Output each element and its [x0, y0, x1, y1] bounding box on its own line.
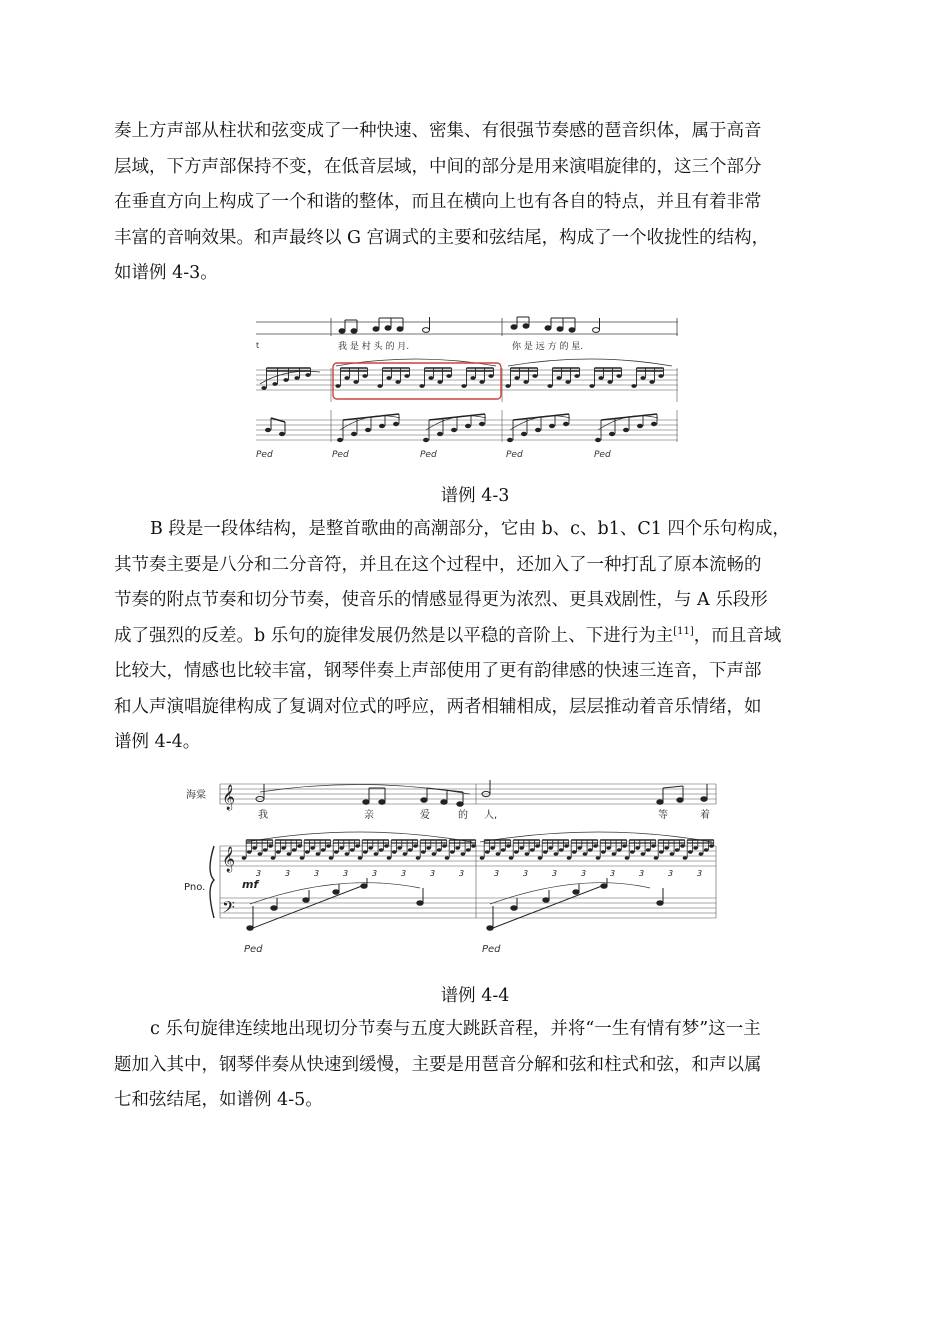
note-head — [392, 850, 397, 853]
note-head — [675, 848, 680, 851]
note-head — [617, 848, 622, 851]
triplet-mark: 3 — [494, 869, 500, 878]
note-head — [465, 424, 471, 428]
note-head — [699, 852, 704, 855]
paragraph-2 — [114, 512, 836, 761]
note-head — [625, 856, 630, 859]
note-head — [423, 438, 429, 442]
paragraph-3-line: 七和弦结尾，如谱例 4-5。 — [114, 1090, 323, 1110]
note-head — [419, 384, 424, 388]
note-head — [535, 428, 541, 432]
triplet-mark: 3 — [639, 869, 645, 878]
note-head — [339, 846, 344, 849]
note-head — [329, 856, 334, 859]
note-head — [265, 428, 271, 432]
triplet-mark: 3 — [401, 869, 407, 878]
note-head — [258, 852, 263, 855]
bass-clef-icon: 𝄢 — [222, 897, 235, 921]
note-head — [379, 424, 385, 428]
note-head — [316, 852, 321, 855]
paragraph-1-line: 如谱例 4-3。 — [114, 263, 218, 283]
note-head — [386, 376, 391, 380]
note-head — [548, 846, 553, 849]
note-head — [609, 432, 615, 436]
piano-treble-staff — [220, 846, 716, 918]
note-head — [525, 852, 530, 855]
note-head — [351, 432, 357, 436]
note-head — [556, 376, 561, 380]
paragraph-1-line: 层域，下方声部保持不变，在低音层域，中间的部分是用来演唱旋律的，这三个部分 — [114, 156, 762, 177]
note-head — [446, 374, 451, 378]
note-head — [523, 380, 528, 384]
paragraph-3-line: c 乐句旋律连续地出现切分节奏与五度大跳跃音程，并将“一生有情有梦”这一主 — [150, 1019, 761, 1039]
note-head — [287, 852, 292, 855]
triplet-mark: 3 — [697, 869, 703, 878]
note-head — [276, 850, 281, 853]
note-head — [704, 848, 709, 851]
note-head — [549, 424, 555, 428]
note-head — [470, 376, 475, 380]
edge-mark: t — [256, 341, 260, 350]
note-head — [384, 844, 389, 847]
note-head — [362, 374, 367, 378]
note-head — [283, 378, 288, 382]
note-head — [461, 384, 466, 388]
note-head — [563, 422, 569, 426]
triplet-mark: 3 — [430, 869, 436, 878]
note-head — [488, 374, 493, 378]
note-head — [363, 850, 368, 853]
note-head — [530, 848, 535, 851]
note-head — [490, 846, 495, 849]
note-head — [397, 846, 402, 849]
note-head — [305, 850, 310, 853]
piano-brace — [210, 846, 214, 918]
note-head — [393, 422, 399, 426]
note-head — [344, 376, 349, 380]
note-head — [664, 846, 669, 849]
note-head — [358, 856, 363, 859]
note-head — [514, 850, 519, 853]
note-head — [355, 844, 360, 847]
note-head — [532, 374, 537, 378]
paragraph-2-line — [114, 619, 836, 655]
note-head — [471, 844, 476, 847]
figure-caption-4-3: 谱例 4-3 — [440, 486, 510, 506]
bass-notes — [247, 878, 663, 930]
treble-clef-icon: 𝄞 — [222, 785, 236, 810]
note-head — [606, 846, 611, 849]
lyric: 等 — [658, 810, 668, 821]
lyrics-measure-2: 你 是 远 方 的 星. — [512, 342, 584, 352]
note-head — [437, 848, 442, 851]
note-head — [574, 374, 579, 378]
note-head — [242, 856, 247, 859]
lyric: 人, — [484, 810, 498, 821]
dynamic-marking: mf — [242, 878, 259, 891]
note-head — [623, 428, 629, 432]
note-head — [607, 380, 612, 384]
note-head — [337, 438, 343, 442]
note-head — [680, 844, 685, 847]
treble-arpeggio-notes — [261, 368, 663, 390]
note-head — [321, 848, 326, 851]
note-head — [601, 850, 606, 853]
note-head — [261, 386, 266, 390]
note-head — [521, 432, 527, 436]
note-head — [387, 856, 392, 859]
note-head — [445, 856, 450, 859]
note-head — [595, 438, 601, 442]
note-head — [501, 848, 506, 851]
note-head — [379, 848, 384, 851]
score-4-3-image — [256, 312, 680, 462]
paragraph-2-line: 谱例 4-4。 — [114, 732, 201, 752]
note-head — [554, 852, 559, 855]
note-head — [519, 846, 524, 849]
pedal-mark: Ped — [594, 450, 611, 460]
note-head — [426, 846, 431, 849]
note-head — [646, 848, 651, 851]
note-head — [345, 852, 350, 855]
note-head — [485, 850, 490, 853]
paragraph-1 — [114, 114, 836, 292]
note-head — [654, 856, 659, 859]
note-head — [588, 848, 593, 851]
note-head — [432, 852, 437, 855]
note-head — [271, 856, 276, 859]
voice-staff — [256, 318, 678, 336]
triplet-mark: 3 — [256, 869, 262, 878]
paragraph-1-line: 在垂直方向上构成了一个和谐的整体，而且在横向上也有各自的特点，并且有着非常 — [114, 192, 762, 212]
paragraph-1-line: 丰富的音响效果。和声最终以 G 宫调式的主要和弦结尾，构成了一个收拢性的结构， — [114, 227, 770, 248]
note-head — [365, 428, 371, 432]
note-head — [649, 380, 654, 384]
note-head — [630, 850, 635, 853]
note-head — [350, 848, 355, 851]
note-head — [589, 384, 594, 388]
triplet-mark: 3 — [314, 869, 320, 878]
note-head — [640, 376, 645, 380]
score-figure-4-4 — [180, 772, 720, 968]
paragraph-2-line: 其节奏主要是八分和二分音符，并且在这个过程中，还加入了一种打乱了原本流畅的 — [114, 554, 762, 575]
note-head — [514, 376, 519, 380]
note-head — [408, 848, 413, 851]
note-head — [616, 374, 621, 378]
note-head — [596, 856, 601, 859]
piano-treble-staff — [256, 368, 678, 402]
lyric: 爱 — [420, 810, 430, 821]
pedal-mark: Ped — [332, 450, 349, 460]
paragraph-2-line-4-text: 成了强烈的反差。b 乐句的旋律发展仍然是以平稳的音阶上、下进行为主 — [114, 625, 674, 646]
note-head — [709, 844, 714, 847]
note-head — [268, 844, 273, 847]
treble-clef-icon: 𝄞 — [222, 847, 236, 872]
bass-arpeggio-notes — [265, 414, 658, 442]
paragraph-2-line: 比较大，情感也比较丰富，钢琴伴奏上声部使用了更有韵律感的快速三连音，下声部 — [114, 661, 762, 681]
triplet-mark: 3 — [581, 869, 587, 878]
note-head — [450, 850, 455, 853]
note-head — [688, 850, 693, 853]
note-head — [437, 380, 442, 384]
note-head — [651, 844, 656, 847]
note-head — [263, 848, 268, 851]
pedal-mark: Ped — [256, 450, 273, 460]
note-head — [252, 846, 257, 849]
note-head — [466, 848, 471, 851]
note-head — [658, 374, 663, 378]
note-head — [294, 376, 299, 380]
pedal-mark: Ped — [482, 944, 501, 955]
note-head — [635, 846, 640, 849]
note-head — [421, 850, 426, 853]
paragraph-1-line: 奏上方声部从柱状和弦变成了一种快速、密集、有很强节奏感的琶音织体，属于高音 — [114, 121, 762, 141]
note-head — [310, 846, 315, 849]
note-head — [437, 432, 443, 436]
note-head — [297, 844, 302, 847]
pedal-mark: Ped — [244, 944, 263, 955]
note-head — [612, 852, 617, 855]
note-head — [377, 384, 382, 388]
note-head — [455, 846, 460, 849]
note-head — [547, 384, 552, 388]
triplet-mark: 3 — [343, 869, 349, 878]
paragraph-2-line: 和人声演唱旋律构成了复调对位式的呼应，两者相辅相成，层层推动着音乐情绪，如 — [114, 696, 762, 717]
note-head — [480, 856, 485, 859]
piano-label: Pno. — [184, 882, 206, 893]
note-head — [416, 856, 421, 859]
note-head — [683, 856, 688, 859]
triplet-mark: 3 — [372, 869, 378, 878]
slur-intro — [260, 371, 320, 384]
note-head — [247, 850, 252, 853]
note-head — [496, 852, 501, 855]
note-head — [305, 373, 310, 377]
note-head — [428, 376, 433, 380]
paragraph-2-line-4-tail: ，而且音域 — [693, 625, 782, 646]
lyric: 我 — [258, 810, 268, 821]
note-head — [505, 384, 510, 388]
note-head — [334, 850, 339, 853]
note-head — [507, 438, 513, 442]
paragraph-2-line: B 段是一段体结构，是整首歌曲的高潮部分，它由 b、c、b1、C1 四个乐句构成， — [150, 519, 790, 539]
note-head — [509, 856, 514, 859]
note-head — [279, 432, 285, 436]
note-head — [535, 844, 540, 847]
note-head — [292, 848, 297, 851]
voice-notes — [339, 317, 600, 333]
note-head — [651, 422, 657, 426]
piano-bass-staff — [220, 898, 716, 918]
note-head — [559, 848, 564, 851]
note-head — [479, 422, 485, 426]
note-head — [593, 844, 598, 847]
voice-label: 海棠 — [186, 790, 206, 801]
note-head — [335, 384, 340, 388]
paragraph-3-line: 题加入其中，钢琴伴奏从快速到缓慢，主要是用琶音分解和弦和柱式和弦，和声以属 — [114, 1054, 762, 1075]
note-head — [281, 846, 286, 849]
triplet-mark: 3 — [668, 869, 674, 878]
note-head — [637, 424, 643, 428]
pedal-mark: Ped — [420, 450, 437, 460]
note-head — [506, 844, 511, 847]
citation-marker[interactable]: [11] — [673, 625, 694, 637]
note-head — [564, 844, 569, 847]
lyric: 的 — [458, 810, 468, 821]
note-head — [353, 380, 358, 384]
note-head — [565, 380, 570, 384]
paragraph-3 — [114, 1012, 836, 1119]
note-head — [413, 844, 418, 847]
note-head — [567, 856, 572, 859]
note-head — [583, 852, 588, 855]
note-head — [326, 844, 331, 847]
note-head — [598, 376, 603, 380]
note-head — [641, 852, 646, 855]
note-head — [374, 852, 379, 855]
note-head — [368, 846, 373, 849]
score-figure-4-3 — [256, 312, 680, 462]
note-head — [442, 844, 447, 847]
lyrics-measure-1: 我 是 村 头 的 月. — [338, 342, 410, 352]
pedal-mark: Ped — [506, 450, 523, 460]
triplet-mark: 3 — [285, 869, 291, 878]
triplet-mark: 3 — [523, 869, 529, 878]
note-head — [659, 850, 664, 853]
note-head — [395, 380, 400, 384]
note-head — [577, 846, 582, 849]
bass-slur — [490, 883, 650, 904]
score-4-4-image — [180, 772, 720, 968]
note-head — [631, 384, 636, 388]
note-head — [693, 846, 698, 849]
triplet-mark: 3 — [459, 869, 465, 878]
paragraph-2-line: 节奏的附点节奏和切分节奏，使音乐的情感显得更为浓烈、更具戏剧性，与 A 乐段形 — [114, 590, 768, 610]
note-head — [479, 380, 484, 384]
note-head — [572, 850, 577, 853]
lyric: 着 — [700, 810, 710, 821]
note-head — [670, 852, 675, 855]
note-head — [300, 856, 305, 859]
note-head — [622, 844, 627, 847]
note-head — [403, 852, 408, 855]
triplet-mark: 3 — [552, 869, 558, 878]
figure-caption-4-4: 谱例 4-4 — [440, 986, 510, 1006]
triplet-mark: 3 — [610, 869, 616, 878]
note-head — [404, 374, 409, 378]
note-head — [461, 852, 466, 855]
lyric: 亲 — [364, 810, 374, 821]
note-head — [272, 382, 277, 386]
note-head — [451, 428, 457, 432]
slur-measure-2 — [508, 359, 672, 366]
note-head — [543, 850, 548, 853]
note-head — [538, 856, 543, 859]
